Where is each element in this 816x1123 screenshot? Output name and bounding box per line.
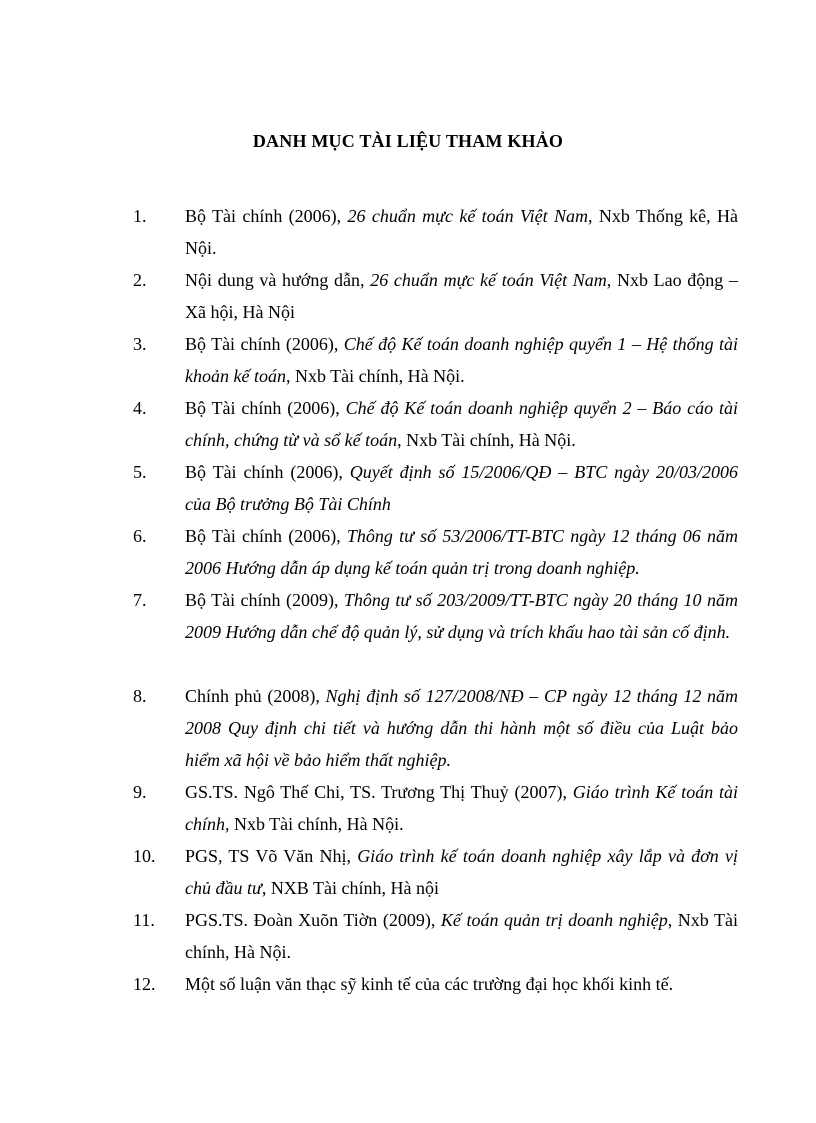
- reference-work-title: Nghị định số 127/2008/NĐ – CP ngày 12 tháng 12 năm 2008 Quy định chi tiết và hướng dẫn thi hành một số điều của Luật bảo hiểm xã hội về bảo hiểm thất nghiệp.: [185, 686, 738, 770]
- reference-number: 10.: [133, 846, 156, 866]
- reference-work-title: 26 chuẩn mực kế toán Việt Nam: [370, 270, 607, 290]
- reference-number: 5.: [133, 462, 147, 482]
- reference-publisher: , NXB Tài chính, Hà nội: [261, 878, 439, 898]
- reference-publisher: , Nxb Tài chính, Hà Nội.: [285, 366, 465, 386]
- reference-publisher: , Nxb Tài chính, Hà Nội.: [397, 430, 576, 450]
- reference-text: [185, 200, 738, 264]
- reference-item: [0, 584, 816, 648]
- reference-text: [185, 680, 738, 776]
- reference-item: [0, 840, 816, 904]
- reference-author: Một số luận văn thạc sỹ kinh tế của các trường đại học khối kinh tế.: [185, 974, 674, 994]
- reference-work-title: Thông tư số 53/2006/TT-BTC ngày 12 tháng 06 năm 2006 Hướng dẫn áp dụng kế toán quản trị trong doanh nghiệp.: [185, 526, 738, 578]
- reference-text: [185, 456, 738, 520]
- reference-text: [185, 328, 738, 392]
- reference-publisher: , Nxb Lao động – Xã hội, Hà Nội: [185, 270, 738, 322]
- reference-work-title: 26 chuẩn mực kế toán Việt Nam: [347, 206, 588, 226]
- reference-number: 6.: [133, 526, 147, 546]
- reference-publisher: , Nxb Tài chính, Hà Nội.: [185, 910, 738, 962]
- reference-text: [185, 264, 738, 328]
- reference-author: Chính phủ (2008),: [185, 686, 326, 706]
- reference-work-title: Giáo trình kế toán doanh nghiệp xây lắp và đơn vị chủ đầu tư: [185, 846, 739, 898]
- reference-author: Bộ Tài chính (2009),: [185, 590, 344, 610]
- reference-text: [185, 392, 738, 456]
- reference-author: PGS, TS Võ Văn Nhị,: [185, 846, 358, 866]
- reference-number: 2.: [133, 270, 147, 290]
- reference-item: [0, 456, 816, 520]
- reference-publisher: , Nxb Thống kê, Hà Nội.: [185, 206, 738, 258]
- reference-author: Bộ Tài chính (2006),: [185, 526, 347, 546]
- reference-item: [0, 328, 816, 392]
- reference-number: 3.: [133, 334, 147, 354]
- reference-number: 11.: [133, 910, 155, 930]
- page-title: DANH MỤC TÀI LIỆU THAM KHẢO: [252, 131, 564, 151]
- reference-text: [185, 776, 738, 840]
- reference-item: [0, 968, 816, 1000]
- reference-work-title: Chế độ Kế toán doanh nghiệp quyển 2 – Báo cáo tài chính, chứng từ và sổ kế toán: [185, 398, 738, 450]
- reference-item: [0, 264, 816, 328]
- reference-text: [185, 584, 738, 648]
- reference-author: Bộ Tài chính (2006),: [185, 462, 350, 482]
- reference-item: [0, 200, 816, 264]
- reference-text: [185, 904, 738, 968]
- reference-text: [185, 520, 738, 584]
- reference-work-title: Quyết định số 15/2006/QĐ – BTC ngày 20/03/2006 của Bộ trưởng Bộ Tài Chính: [185, 462, 738, 514]
- reference-number: 1.: [133, 206, 147, 226]
- reference-author: Nội dung và hướng dẫn,: [185, 270, 371, 290]
- reference-work-title: Thông tư số 203/2009/TT-BTC ngày 20 tháng 10 năm 2009 Hướng dẫn chế độ quản lý, sử dụng và trích khấu hao tài sản cố định.: [185, 590, 738, 642]
- reference-text: [185, 840, 738, 904]
- reference-work-title: Giáo trình Kế toán tài chính: [185, 782, 738, 834]
- reference-author: Bộ Tài chính (2006),: [185, 398, 346, 418]
- reference-work-title: Chế độ Kế toán doanh nghiệp quyển 1 – Hệ thống tài khoản kế toán: [185, 334, 738, 386]
- reference-author: Bộ Tài chính (2006),: [185, 334, 344, 354]
- reference-item: [0, 520, 816, 584]
- reference-item: [0, 904, 816, 968]
- reference-author: Bộ Tài chính (2006),: [185, 206, 348, 226]
- reference-number: 7.: [133, 590, 147, 610]
- reference-number: 12.: [133, 974, 156, 994]
- reference-author: PGS.TS. Đoàn Xuõn Tiờn (2009),: [185, 910, 441, 930]
- reference-number: 4.: [133, 398, 147, 418]
- reference-number: 8.: [133, 686, 147, 706]
- reference-item: [0, 680, 816, 776]
- reference-author: GS.TS. Ngô Thế Chi, TS. Trương Thị Thuỷ (2007),: [185, 782, 573, 802]
- reference-item: [0, 392, 816, 456]
- reference-item: [0, 776, 816, 840]
- reference-text: [185, 968, 738, 1000]
- reference-number: 9.: [133, 782, 147, 802]
- reference-publisher: , Nxb Tài chính, Hà Nội.: [225, 814, 404, 834]
- reference-work-title: Kế toán quản trị doanh nghiệp: [440, 910, 668, 930]
